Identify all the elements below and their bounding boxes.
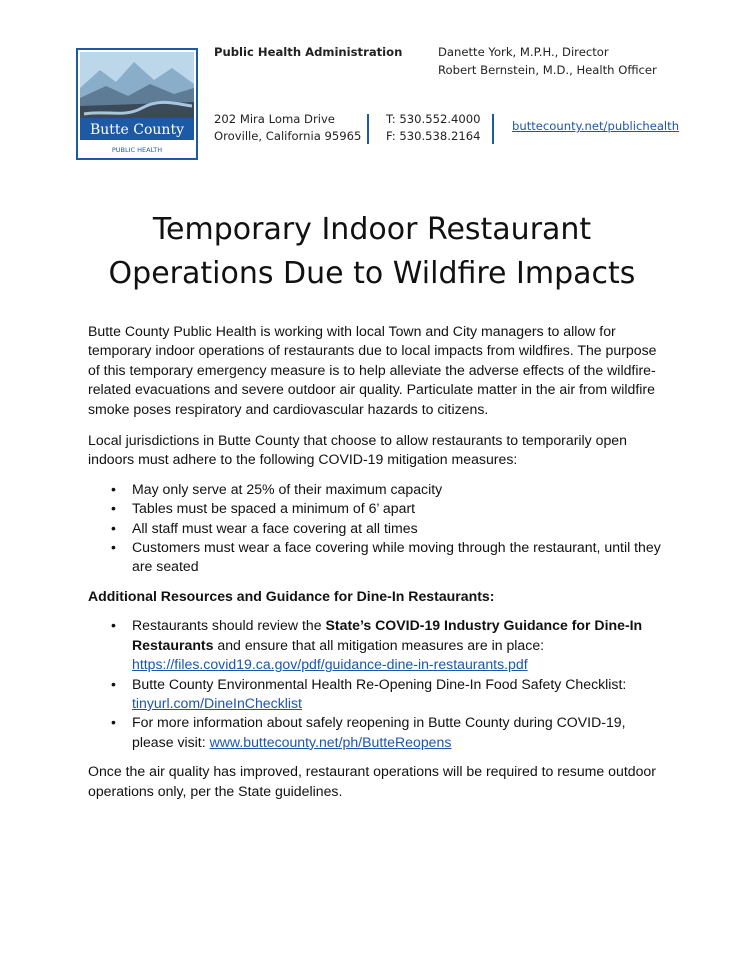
list-item: • Restaurants should review the State’s COVID-19 Industry Guidance for Dine-In Restaurants and ensure that all mitigation measures are in place: https://files.covid19.ca.gov/pdf/guidance-dine-in-restaurants.pdf <box>111 617 643 673</box>
website-link[interactable]: buttecounty.net/publichealth <box>512 119 680 133</box>
title-line-1: Temporary Indoor Restaurant <box>152 212 592 247</box>
intro-paragraph: Butte County Public Health is working with local Town and City managers to allow for temporary indoor operations of restaurants due to local impacts from wildfires. The purpose of this temporary emergency measure is to help alleviate the adverse effects of the wildfire-related evacuations and severe outdoor air quality. Particulate matter in the air from wildfire smoke poses respiratory and cardiovascular hazards to citizens. <box>88 323 657 417</box>
phone-number: T: 530.552.4000 <box>386 112 481 126</box>
health-officer-name: Robert Bernstein, M.D., Health Officer <box>438 63 657 77</box>
address-line2: Oroville, California 95965 <box>214 129 362 143</box>
list-item: • All staff must wear a face covering at all times <box>88 519 668 538</box>
butte-county-logo <box>76 48 198 160</box>
list-item: • Tables must be spaced a minimum of 6’ apart <box>88 499 668 518</box>
resources-heading: Additional Resources and Guidance for Dine-In Restaurants: <box>88 587 495 604</box>
bullet-icon: • <box>111 539 116 556</box>
department-name: Public Health Administration <box>214 45 403 59</box>
logo-subtext: PUBLIC HEALTH <box>111 146 163 154</box>
bullet-icon: • <box>111 519 116 536</box>
document-body <box>88 322 668 801</box>
requirements-paragraph: Local jurisdictions in Butte County that choose to allow restaurants to temporarily open indoors must adhere to the following COVID-19 mitigation measures: <box>88 432 627 468</box>
guidance-pdf-link[interactable]: https://files.covid19.ca.gov/pdf/guidance-dine-in-restaurants.pdf <box>132 656 528 673</box>
address-line1: 202 Mira Loma Drive <box>214 112 335 126</box>
bullet-icon: • <box>111 675 116 692</box>
list-item: • Butte County Environmental Health Re-Opening Dine-In Food Safety Checklist: tinyurl.com/DineInChecklist <box>111 675 627 711</box>
bullet-icon: • <box>111 714 116 731</box>
checklist-link[interactable]: tinyurl.com/DineInChecklist <box>132 694 302 711</box>
logo-text: Butte County <box>89 122 185 138</box>
bullet-icon: • <box>111 480 116 497</box>
fax-number: F: 530.538.2164 <box>386 129 481 143</box>
list-item: • Customers must wear a face covering while moving through the restaurant, until they are seated <box>111 539 661 575</box>
header-divider-1 <box>367 114 369 144</box>
closing-paragraph: Once the air quality has improved, restaurant operations will be required to resume outdoor operations only, per the State guidelines. <box>88 763 656 799</box>
bullet-icon: • <box>111 617 116 634</box>
list-item: • For more information about safely reopening in Butte County during COVID-19, please visit: www.buttecounty.net/ph/ButteReopens <box>111 714 626 750</box>
header-divider-2 <box>492 114 494 144</box>
guidance-title: State’s COVID-19 Industry Guidance for Dine-In Restaurants <box>132 617 643 653</box>
document-title <box>60 208 684 296</box>
bullet-icon: • <box>111 500 116 517</box>
mitigation-measures-list <box>88 480 668 577</box>
reopens-link[interactable]: www.buttecounty.net/ph/ButteReopens <box>209 733 452 750</box>
resources-list <box>88 616 668 752</box>
title-line-2: Operations Due to Wildfire Impacts <box>108 256 636 291</box>
director-name: Danette York, M.P.H., Director <box>438 45 609 59</box>
list-item: • May only serve at 25% of their maximum capacity <box>88 480 668 499</box>
